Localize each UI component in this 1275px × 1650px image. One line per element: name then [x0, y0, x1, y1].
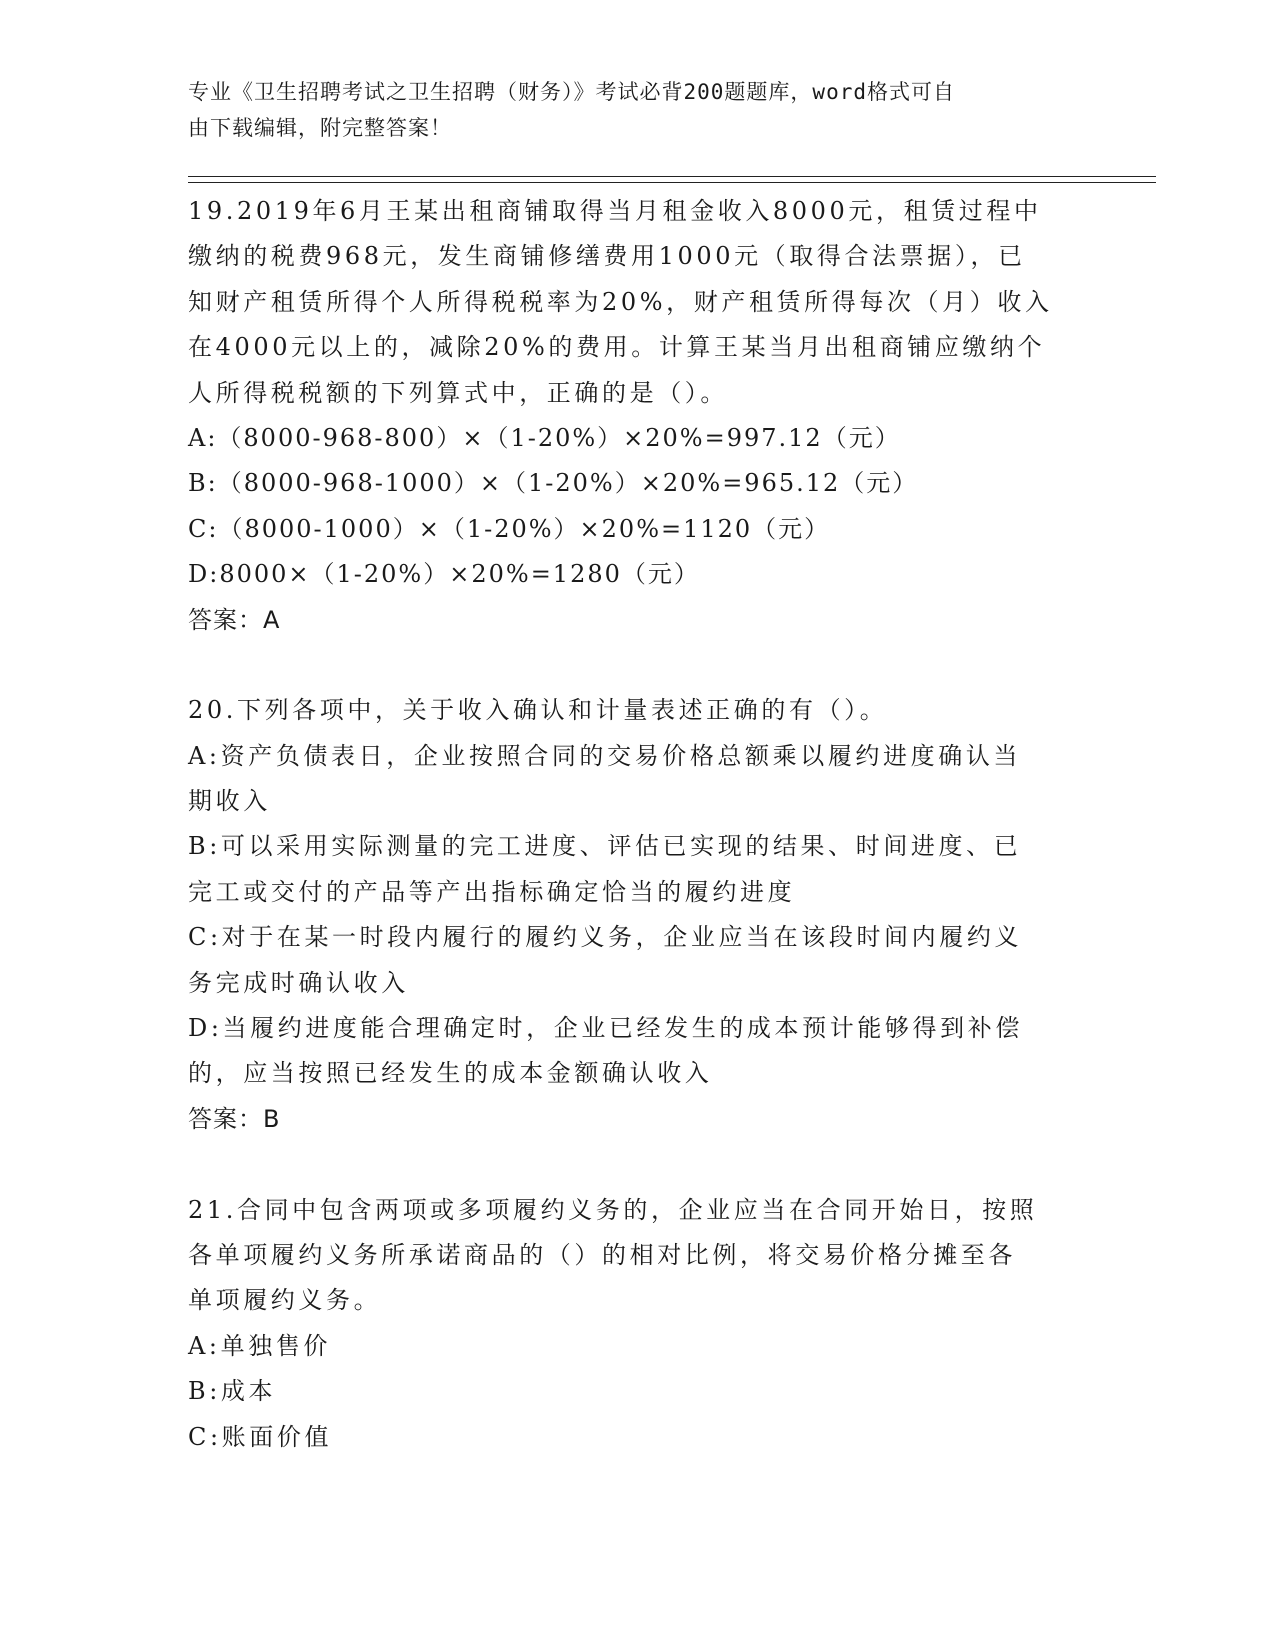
option-c: C:账面价值: [188, 1422, 333, 1451]
header-rule-top: [188, 176, 1156, 177]
document-header: [188, 74, 1088, 146]
spacer: [188, 643, 1088, 688]
option-b: B:（8000-968-1000）×（1-20%）×20%=965.12（元）: [188, 469, 919, 498]
option-b-continued: 完工或交付的产品等产出指标确定恰当的履约进度: [188, 877, 796, 906]
question-20: [188, 688, 1088, 1142]
option-a-continued: 期收入: [188, 787, 271, 816]
question-text: 各单项履约义务所承诺商品的（）的相对比例，将交易价格分摊至各: [188, 1240, 1016, 1269]
option-d: D:8000×（1-20%）×20%=1280（元）: [188, 560, 700, 589]
question-text: 19.2019年6月王某出租商铺取得当月租金收入8000元，租赁过程中: [188, 197, 1042, 225]
option-c-continued: 务完成时确认收入: [188, 968, 409, 997]
question-21: [188, 1188, 1088, 1460]
option-c: C:对于在某一时段内履行的履约义务，企业应当在该段时间内履约义: [188, 923, 1023, 952]
option-c: C:（8000-1000）×（1-20%）×20%=1120（元）: [188, 514, 831, 543]
answer: 答案：A: [188, 605, 281, 634]
question-text: 知财产租赁所得个人所得税税率为20%，财产租赁所得每次（月）收入: [188, 287, 1053, 316]
question-text: 单项履约义务。: [188, 1286, 382, 1315]
option-d: D:当履约进度能合理确定时，企业已经发生的成本预计能够得到补偿: [188, 1014, 1023, 1043]
option-a: A:（8000-968-800）×（1-20%）×20%=997.12（元）: [188, 423, 901, 452]
header-rule-bottom: [188, 182, 1156, 183]
option-b: B:成本: [188, 1377, 277, 1406]
question-text: 20.下列各项中，关于收入确认和计量表述正确的有（）。: [188, 696, 888, 725]
question-text: 在4000元以上的，减除20%的费用。计算王某当月出租商铺应缴纳个: [188, 333, 1046, 362]
question-text: 人所得税税额的下列算式中，正确的是（）。: [188, 378, 728, 407]
option-b: B:可以采用实际测量的完工进度、评估已实现的结果、时间进度、已: [188, 832, 1022, 861]
option-d-continued: 的，应当按照已经发生的成本金额确认收入: [188, 1059, 713, 1088]
question-19: [188, 189, 1088, 643]
questions-body: [188, 189, 1088, 1460]
question-text: 21.合同中包含两项或多项履约义务的，企业应当在合同开始日，按照: [188, 1195, 1038, 1224]
header-line-2: 由下载编辑，附完整答案！: [188, 116, 452, 140]
option-a: A:资产负债表日，企业按照合同的交易价格总额乘以履约进度确认当: [188, 741, 1022, 770]
question-text: 缴纳的税费968元，发生商铺修缮费用1000元（取得合法票据），已: [188, 242, 1026, 271]
answer: 答案：B: [188, 1104, 281, 1133]
header-line-1: 专业《卫生招聘考试之卫生招聘（财务）》考试必背200题题库，word格式可自: [188, 80, 955, 104]
option-a: A:单独售价: [188, 1331, 332, 1360]
spacer: [188, 1142, 1088, 1187]
